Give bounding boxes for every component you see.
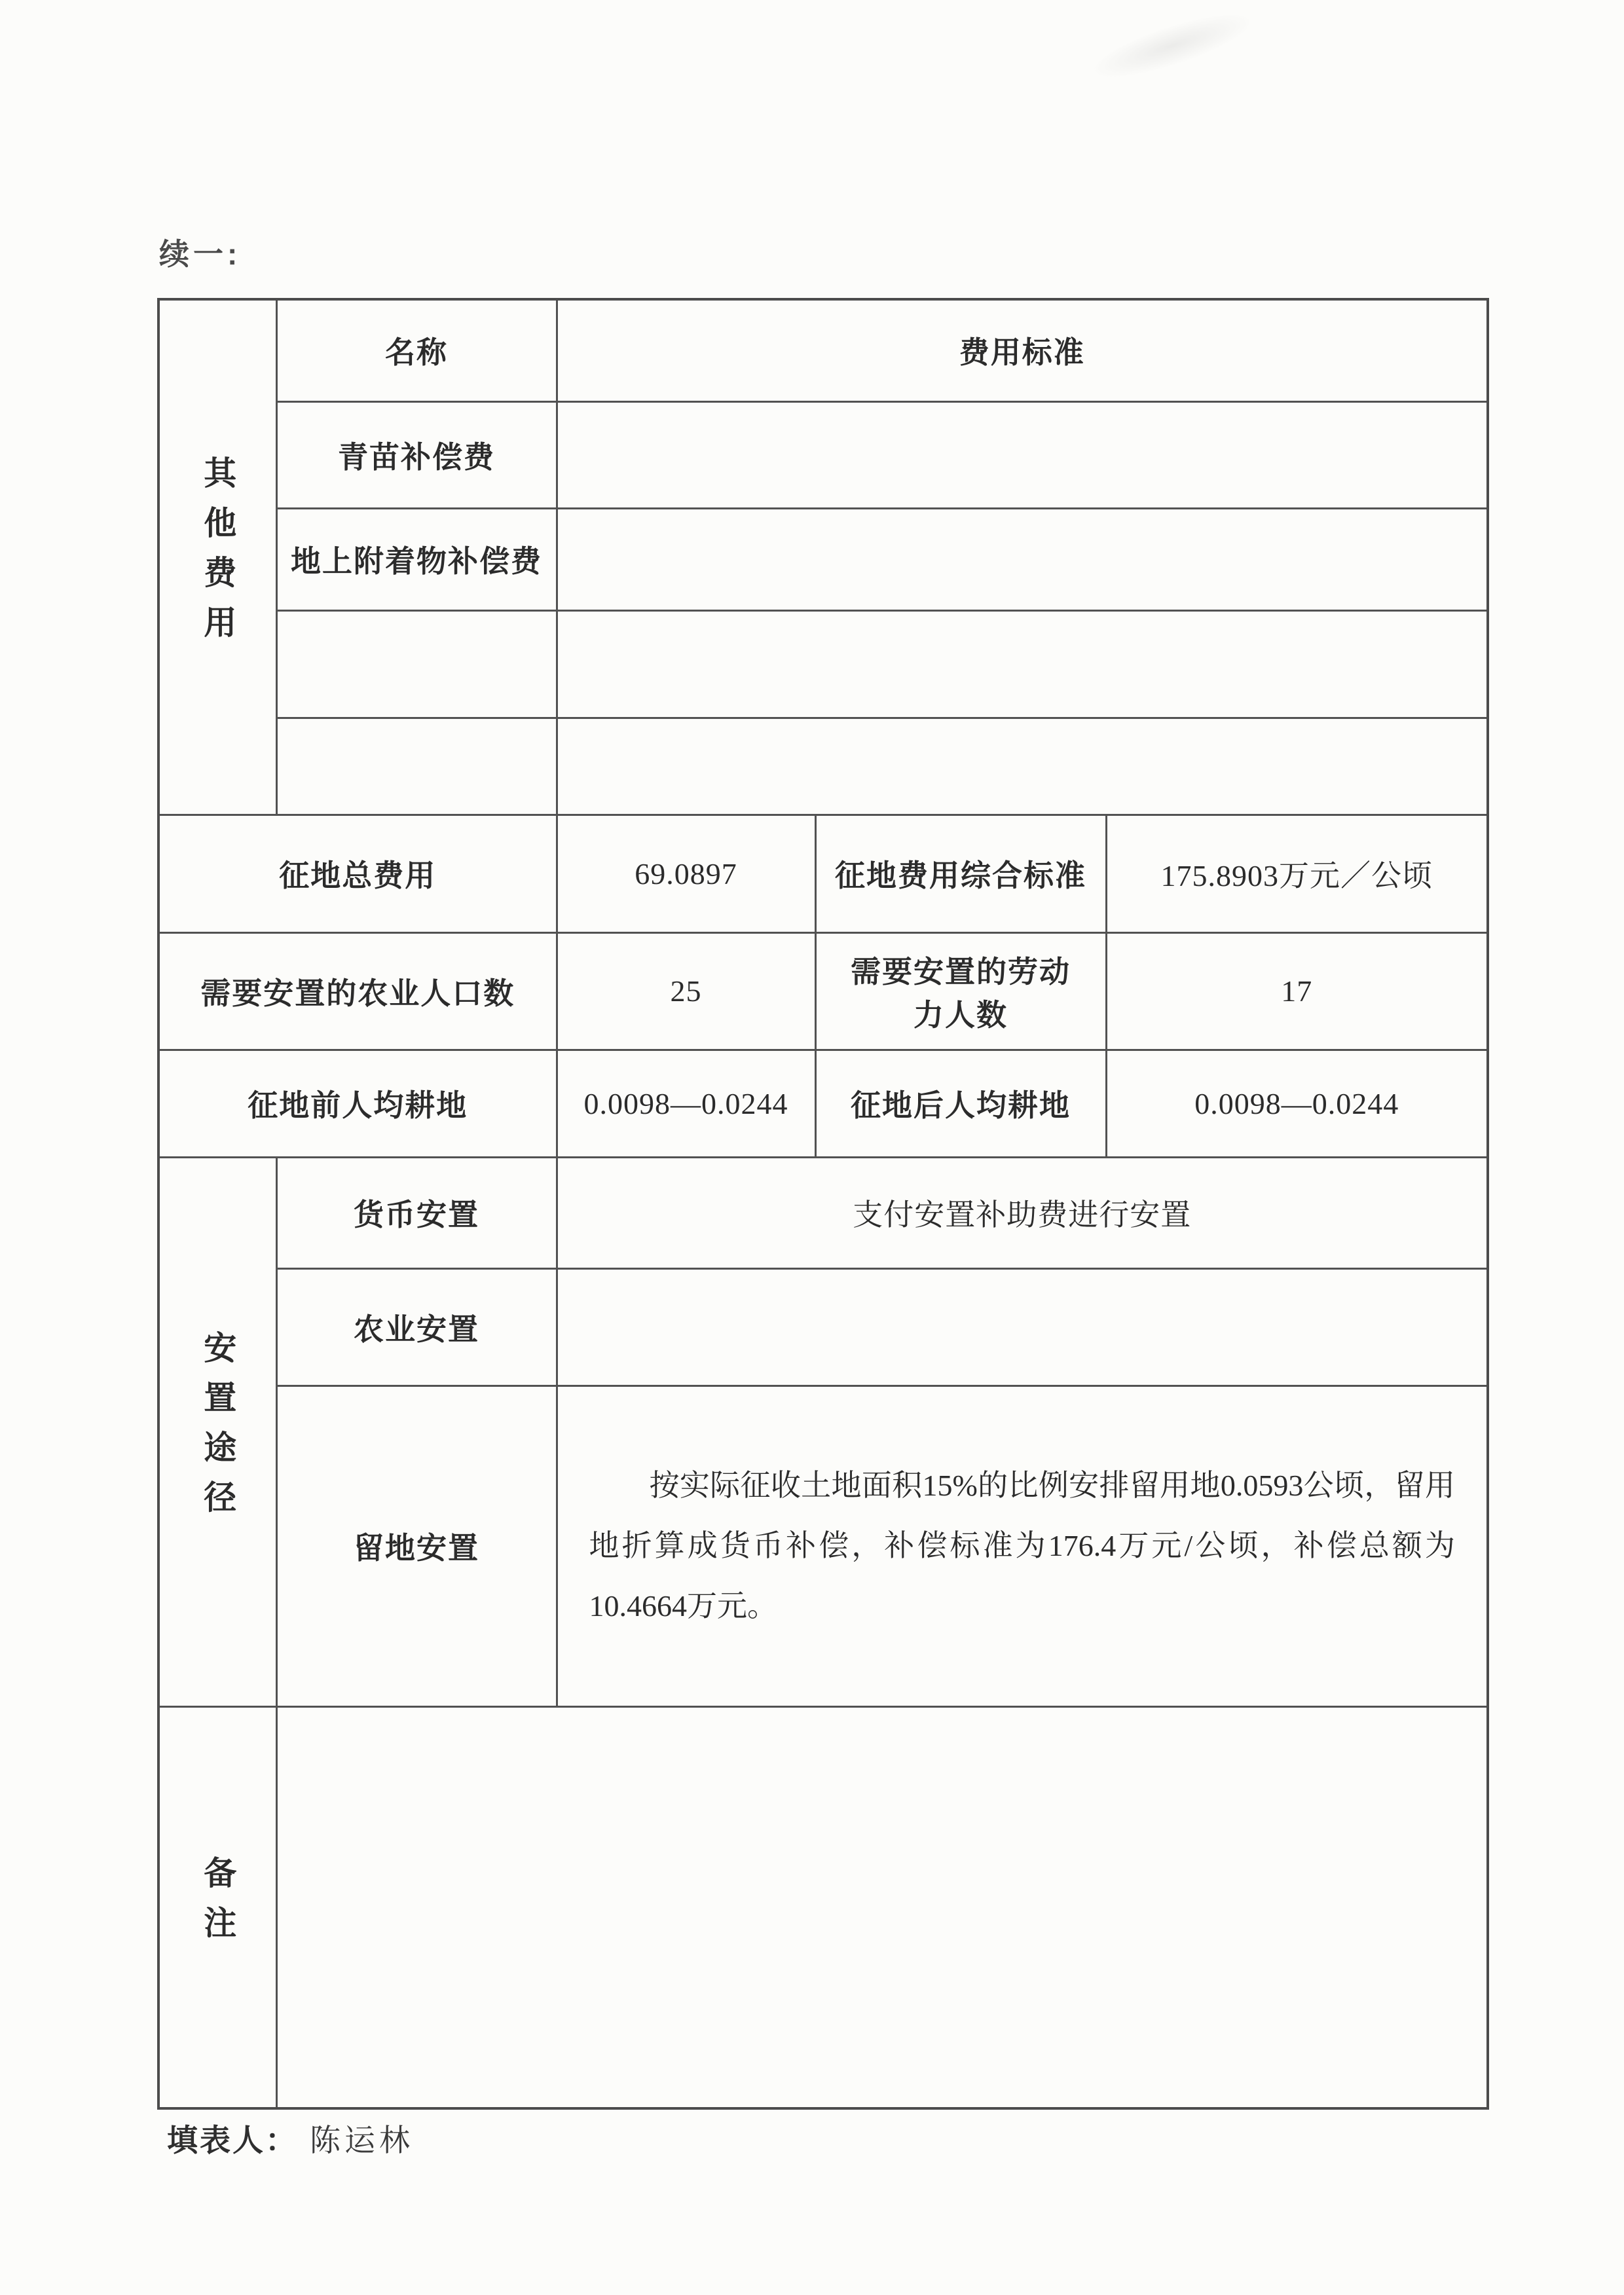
table-row [158, 299, 1488, 401]
agri-population-label: 需要安置的农业人口数 [158, 932, 557, 1050]
reserved-land-paragraph: 按实际征收土地面积15%的比例安排留用地0.0593公顷，留用地折算成货币补偿，补偿标准为176.4万元/公顷，补偿总额为10.4664万元。 [589, 1469, 1455, 1623]
per-capita-after-label: 征地后人均耕地 [815, 1050, 1106, 1157]
table-row [158, 1706, 1488, 2108]
fee-name-cell [276, 718, 557, 815]
resettlement-group-cell [158, 1157, 276, 1706]
fee-standard-cell [557, 508, 1488, 610]
fee-standard-cell [557, 401, 1488, 508]
scan-smudge [1085, 1, 1259, 90]
comprehensive-standard-label: 征地费用综合标准 [815, 815, 1106, 932]
table-row [158, 932, 1488, 1050]
remark-group-cell [158, 1706, 276, 2108]
total-cost-value: 69.0897 [557, 815, 815, 932]
table-row [158, 610, 1488, 718]
fee-name-cell: 地上附着物补偿费 [276, 508, 557, 610]
reserved-land-resettlement-desc [557, 1386, 1488, 1706]
continuation-label: 续一: [159, 237, 242, 271]
other-fees-group-label: 其他费用 [199, 456, 236, 655]
resettlement-group-label: 安置途径 [199, 1331, 236, 1530]
monetary-resettlement-label: 货币安置 [276, 1157, 557, 1268]
table-row [158, 1268, 1488, 1386]
land-compensation-table [157, 298, 1489, 2110]
form-filler-name: 陈运林 [310, 2124, 414, 2158]
table-row [158, 401, 1488, 508]
total-cost-label: 征地总费用 [158, 815, 557, 932]
other-fees-group-cell [158, 299, 276, 815]
remark-content-cell [276, 1706, 1488, 2108]
form-filler-line [167, 2116, 414, 2160]
fee-name-cell [276, 610, 557, 718]
table-row [158, 1386, 1488, 1706]
reserved-land-resettlement-label: 留地安置 [276, 1386, 557, 1706]
fee-name-cell: 青苗补偿费 [276, 401, 557, 508]
table-row [158, 1157, 1488, 1268]
agri-population-value: 25 [557, 932, 815, 1050]
per-capita-after-value: 0.0098—0.0244 [1106, 1050, 1488, 1157]
header-standard-cell: 费用标准 [557, 299, 1488, 401]
monetary-resettlement-desc: 支付安置补助费进行安置 [557, 1157, 1488, 1268]
agricultural-resettlement-desc [557, 1268, 1488, 1386]
agricultural-resettlement-label: 农业安置 [276, 1268, 557, 1386]
form-filler-label: 填表人： [167, 2123, 298, 2157]
header-name-cell: 名称 [276, 299, 557, 401]
table-row [158, 1050, 1488, 1157]
fee-standard-cell [557, 610, 1488, 718]
comprehensive-standard-value: 175.8903万元／公顷 [1106, 815, 1488, 932]
table-row [158, 718, 1488, 815]
table-row [158, 815, 1488, 932]
table-row [158, 508, 1488, 610]
per-capita-before-label: 征地前人均耕地 [158, 1050, 557, 1157]
per-capita-before-value: 0.0098—0.0244 [557, 1050, 815, 1157]
fee-standard-cell [557, 718, 1488, 815]
labor-count-value: 17 [1106, 932, 1488, 1050]
labor-count-label: 需要安置的劳动力人数 [815, 932, 1106, 1050]
remark-label: 备注 [199, 1856, 236, 1956]
